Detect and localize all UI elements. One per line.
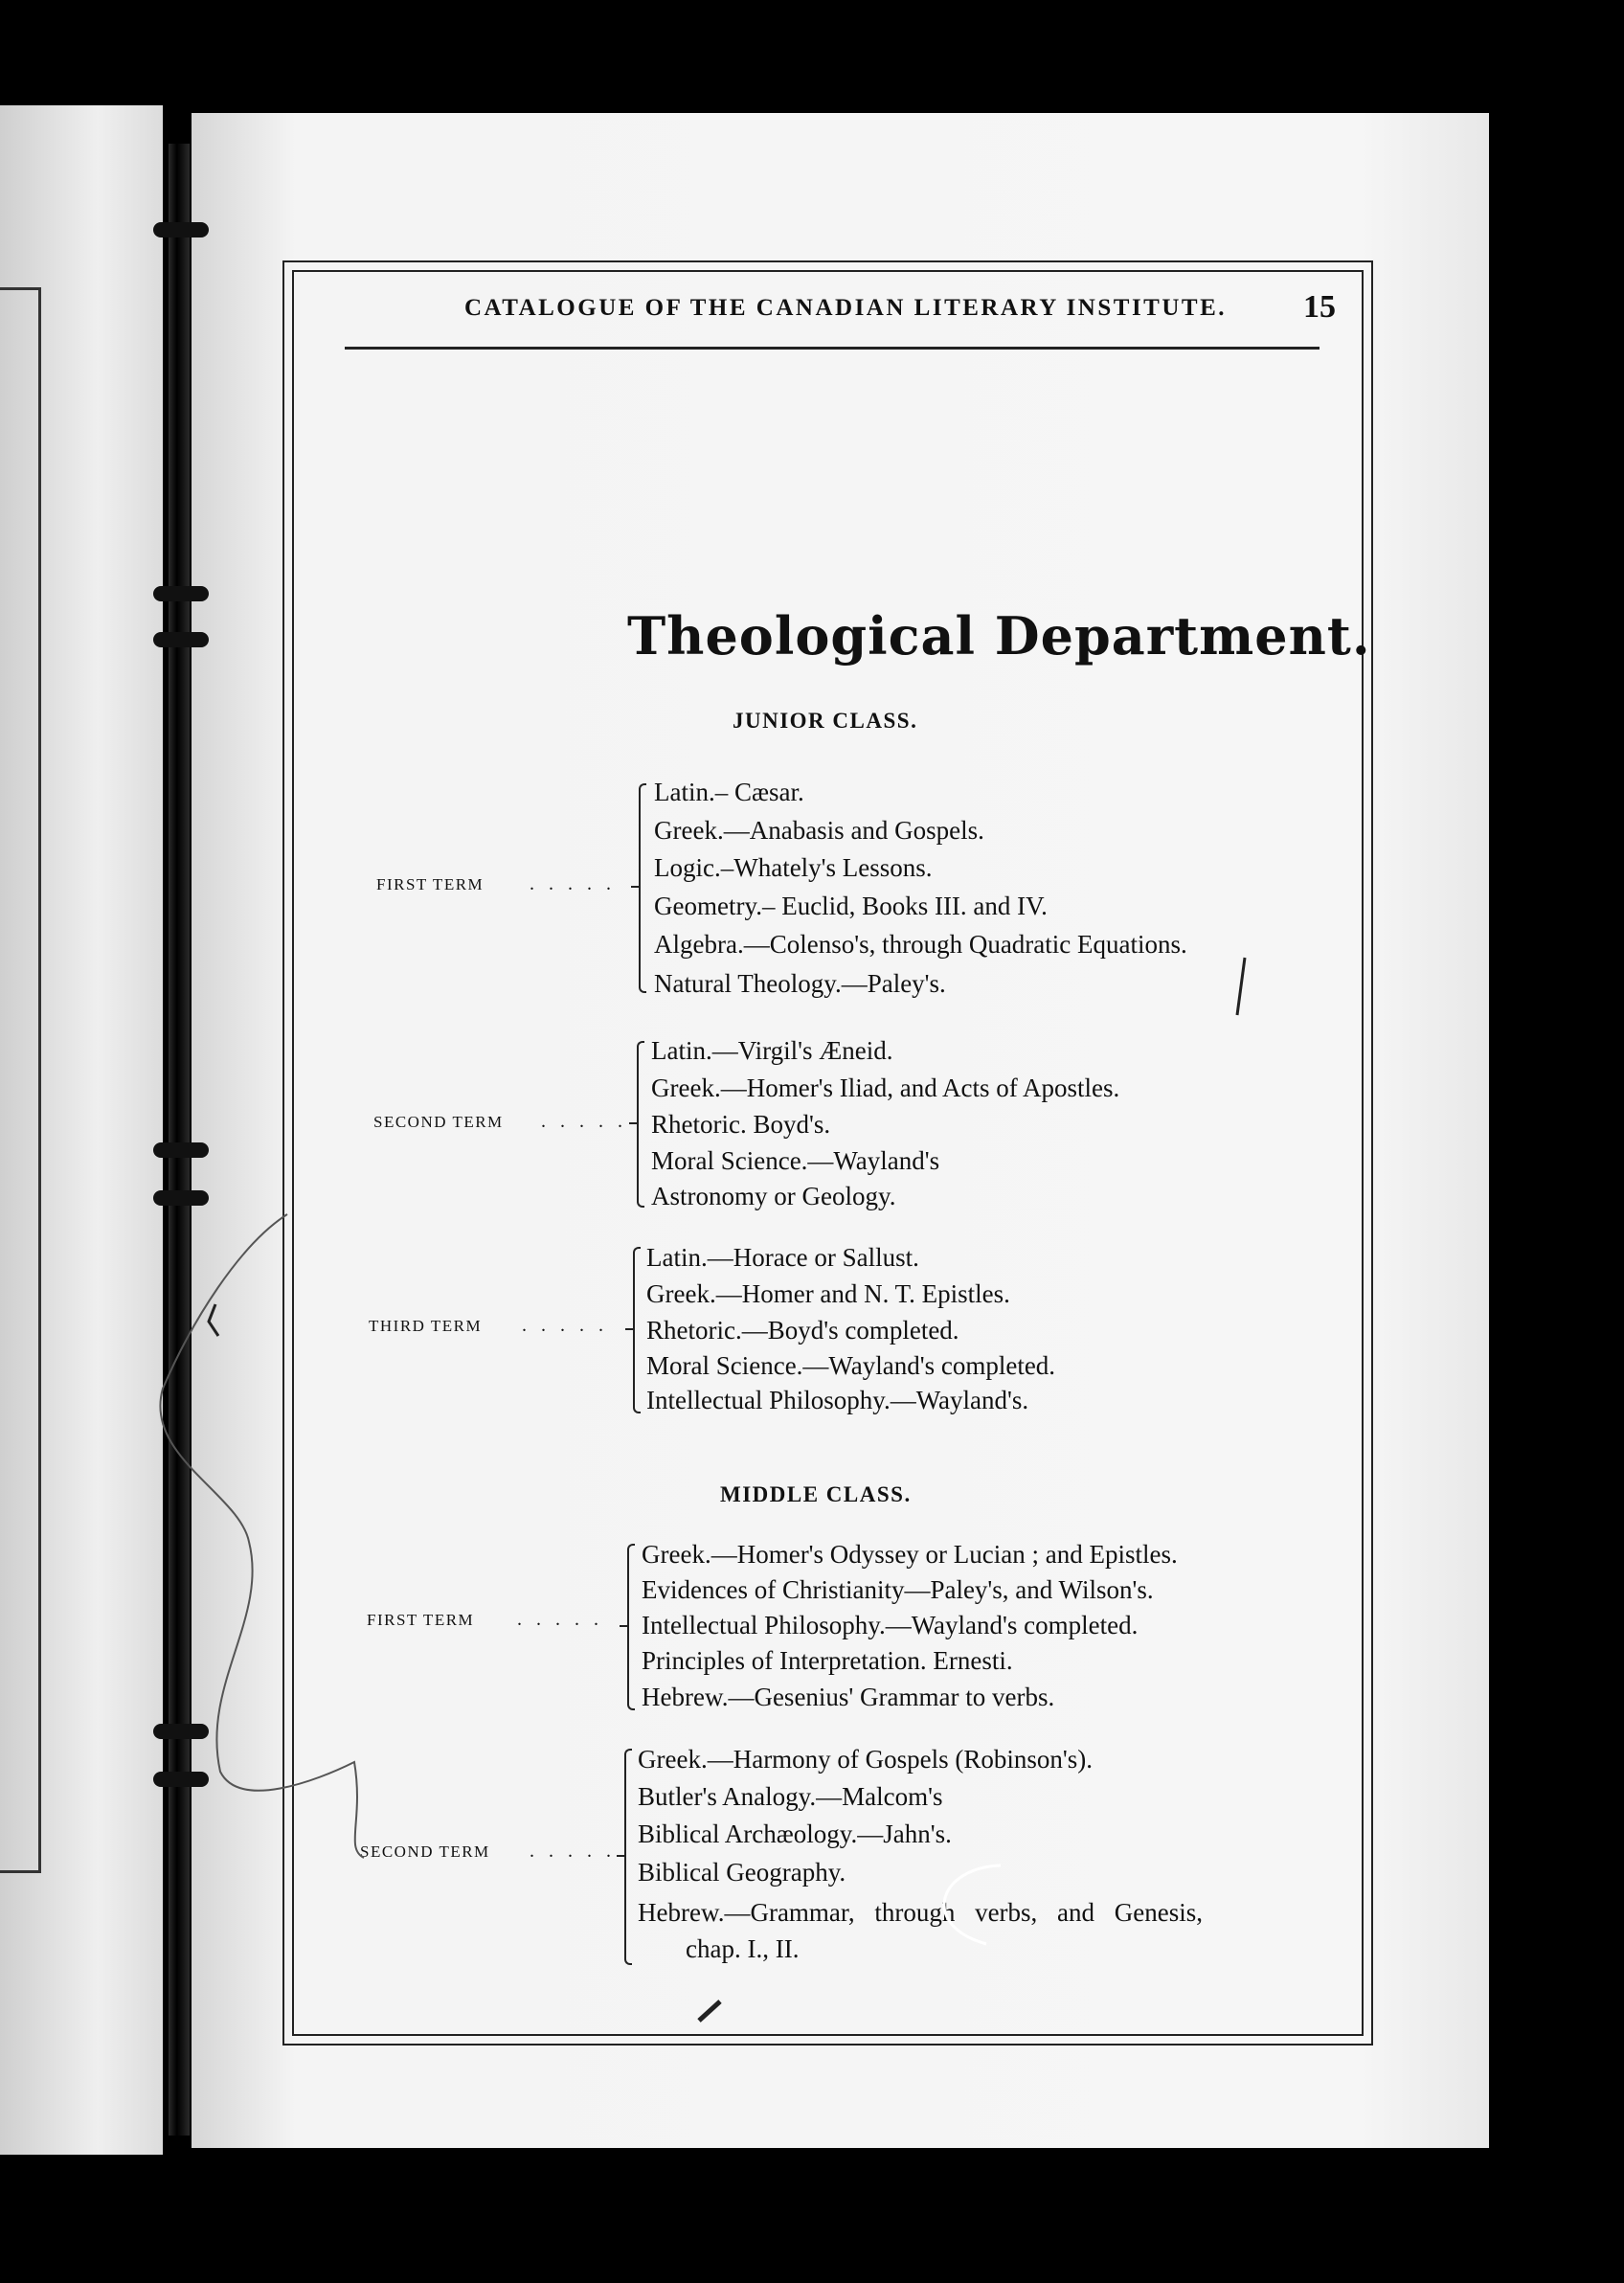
course-item: Hebrew.—Grammar, through verbs, and Genesis, bbox=[638, 1898, 1204, 1927]
middle-class-title: MIDDLE CLASS. bbox=[720, 1482, 912, 1506]
course-item: Principles of Interpretation. Ernesti. bbox=[642, 1646, 1013, 1675]
brace-point bbox=[629, 1122, 637, 1124]
binding-stitch bbox=[153, 586, 209, 601]
junior-first-term-label: FIRST TERM bbox=[376, 875, 485, 893]
course-item: Greek.—Harmony of Gospels (Robinson's). bbox=[638, 1745, 1094, 1774]
course-item: Astronomy or Geology. bbox=[651, 1182, 896, 1210]
course-item: Butler's Analogy.—Malcom's bbox=[638, 1782, 943, 1811]
middle-first-term-label: FIRST TERM bbox=[367, 1611, 475, 1629]
course-item: Latin.– Cæsar. bbox=[654, 778, 804, 806]
brace-point bbox=[625, 1328, 633, 1330]
header-rule bbox=[345, 347, 1320, 350]
course-item: Intellectual Philosophy.—Wayland's. bbox=[646, 1386, 1029, 1414]
junior-first-term-brace bbox=[639, 783, 646, 993]
course-item: Rhetoric. Boyd's. bbox=[651, 1110, 831, 1139]
binding-stitch bbox=[153, 222, 209, 237]
leader-dots: . . . . . bbox=[530, 1841, 616, 1862]
leader-dots: . . . . . bbox=[541, 1111, 627, 1132]
course-item: chap. I., II. bbox=[686, 1934, 800, 1963]
running-title: CATALOGUE OF THE CANADIAN LITERARY INSTITUTE. bbox=[464, 295, 1227, 321]
course-item: Greek.—Homer's Iliad, and Acts of Apostles. bbox=[651, 1074, 1120, 1102]
course-item: Rhetoric.—Boyd's completed. bbox=[646, 1316, 959, 1345]
leader-dots: . . . . . bbox=[522, 1315, 608, 1336]
course-item: Biblical Geography. bbox=[638, 1858, 846, 1887]
course-item: Geometry.– Euclid, Books III. and IV. bbox=[654, 892, 1048, 920]
course-item: Logic.–Whately's Lessons. bbox=[654, 853, 933, 882]
course-item: Intellectual Philosophy.—Wayland's completed. bbox=[642, 1611, 1139, 1639]
course-item: Latin.—Horace or Sallust. bbox=[646, 1243, 919, 1272]
brace-point bbox=[620, 1625, 627, 1627]
junior-third-term-brace bbox=[633, 1247, 641, 1413]
course-item: Algebra.—Colenso's, through Quadratic Equations. bbox=[654, 930, 1187, 959]
course-item: Greek.—Anabasis and Gospels. bbox=[654, 816, 984, 845]
course-item: Moral Science.—Wayland's completed. bbox=[646, 1351, 1056, 1380]
course-item: Biblical Archæology.—Jahn's. bbox=[638, 1820, 952, 1848]
junior-class-title: JUNIOR CLASS. bbox=[733, 709, 918, 733]
course-item: Greek.—Homer and N. T. Epistles. bbox=[646, 1279, 1010, 1308]
junior-second-term-brace bbox=[637, 1041, 644, 1208]
binding-stitch bbox=[153, 1190, 209, 1206]
course-item: Hebrew.—Gesenius' Grammar to verbs. bbox=[642, 1683, 1055, 1711]
leader-dots: . . . . . bbox=[530, 873, 616, 894]
junior-third-term-label: THIRD TERM bbox=[369, 1317, 483, 1335]
middle-first-term-brace bbox=[627, 1544, 635, 1710]
junior-second-term-label: SECOND TERM bbox=[373, 1113, 504, 1131]
binding-stitch bbox=[153, 632, 209, 647]
page-number: 15 bbox=[1303, 289, 1336, 325]
binding-stitch bbox=[153, 1724, 209, 1739]
binding-stitch bbox=[153, 1772, 209, 1787]
book-spine bbox=[169, 144, 190, 2136]
leader-dots: . . . . . bbox=[517, 1609, 603, 1630]
course-item: Natural Theology.—Paley's. bbox=[654, 969, 946, 998]
course-item: Moral Science.—Wayland's bbox=[651, 1146, 940, 1175]
department-title: Theological Department. bbox=[627, 605, 1371, 667]
middle-second-term-label: SECOND TERM bbox=[360, 1842, 490, 1861]
brace-point bbox=[631, 886, 639, 888]
brace-point bbox=[617, 1855, 624, 1857]
course-item: Greek.—Homer's Odyssey or Lucian ; and Epistles. bbox=[642, 1540, 1178, 1569]
course-item: Latin.—Virgil's Æneid. bbox=[651, 1036, 893, 1065]
binding-stitch bbox=[153, 1142, 209, 1158]
middle-second-term-brace bbox=[624, 1749, 632, 1965]
running-header bbox=[345, 289, 1350, 331]
course-item: Evidences of Christianity—Paley's, and Wilson's. bbox=[642, 1575, 1154, 1604]
previous-page-frame bbox=[0, 287, 41, 1873]
